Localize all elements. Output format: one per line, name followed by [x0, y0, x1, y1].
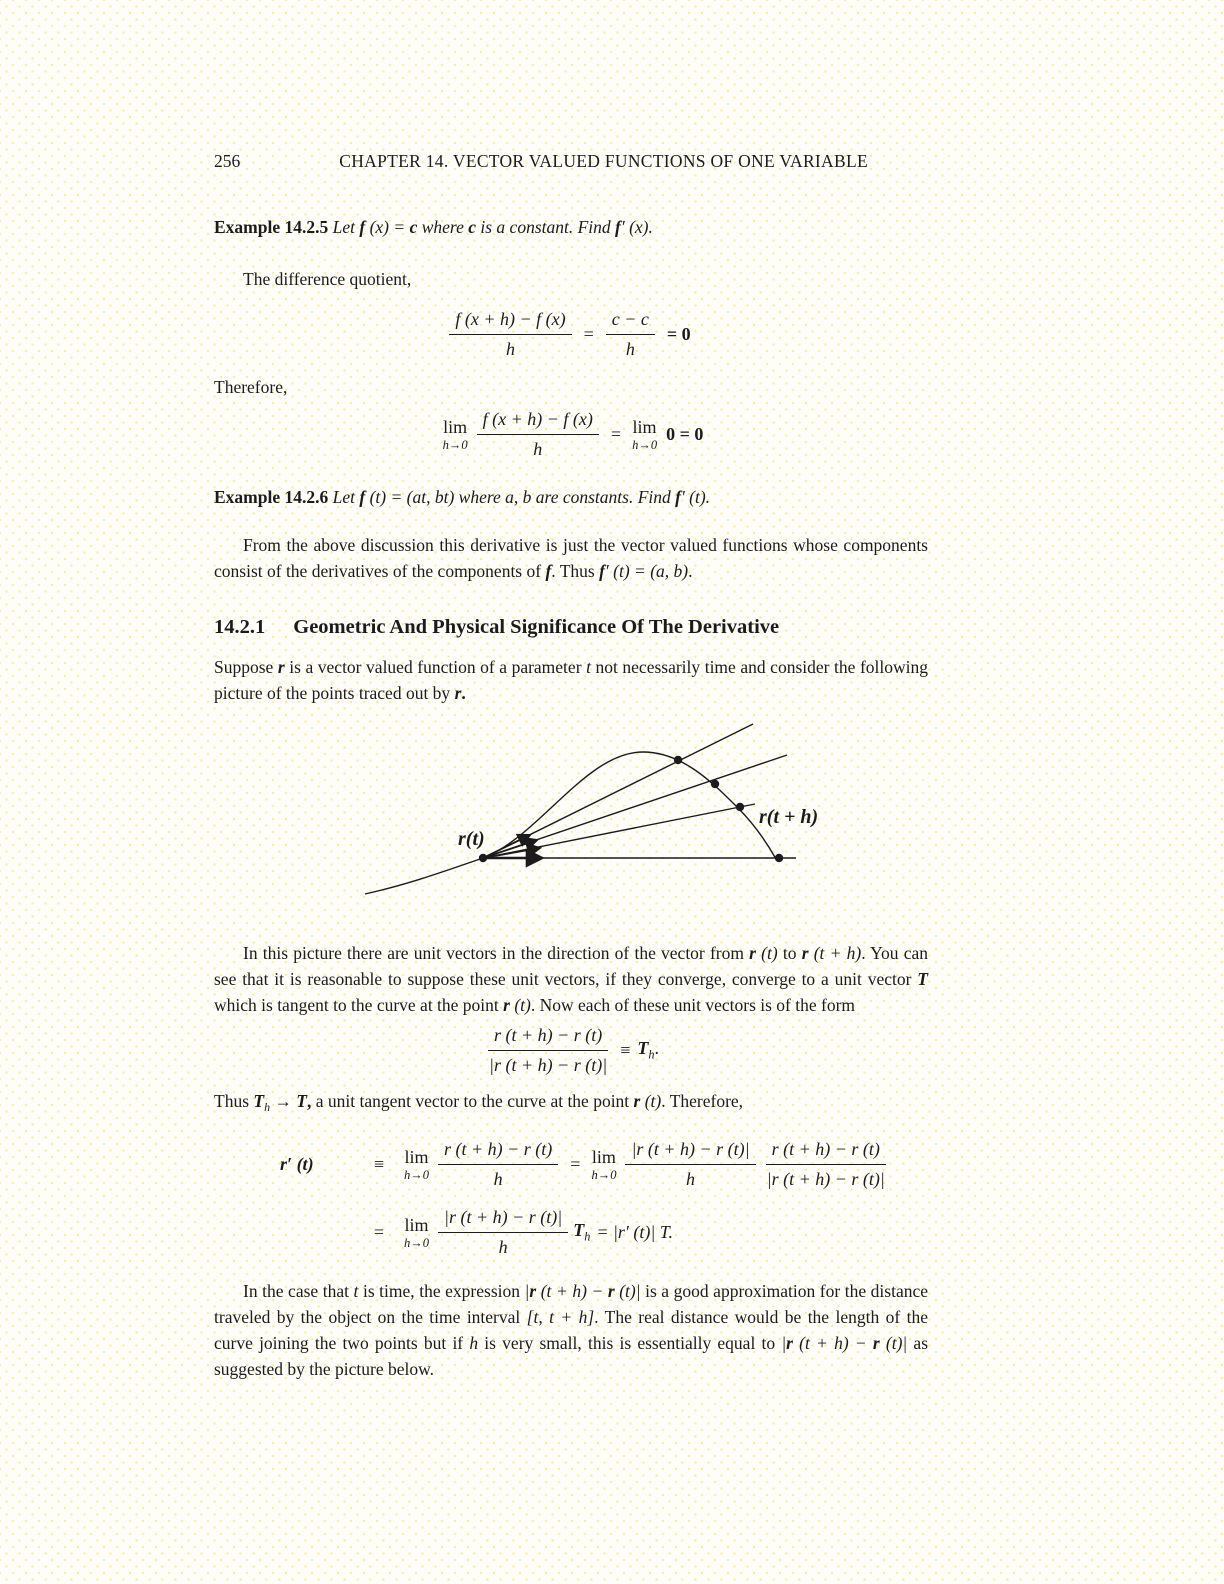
equals-sign: = — [570, 1153, 581, 1174]
lim-subscript: h→0 — [591, 1167, 617, 1182]
page-content — [214, 148, 928, 1382]
lim-subscript: h→0 — [442, 437, 468, 452]
lim-text: lim — [404, 1147, 429, 1168]
equals-sign: = — [610, 423, 622, 444]
denominator: h — [625, 338, 635, 359]
denominator: h — [505, 338, 515, 359]
limit-operator — [443, 416, 468, 452]
para-difference-quotient: The difference quotient, — [243, 269, 412, 289]
curve-diagram — [360, 712, 840, 910]
section-heading — [214, 614, 928, 640]
para-therefore: Therefore, — [214, 377, 288, 397]
numerator: r (t + h) − r (t) — [766, 1138, 886, 1165]
fraction-norm — [438, 1206, 568, 1258]
T-subscript: h — [584, 1229, 591, 1244]
para-from-above-discussion: From the above discussion this derivative is just the vector valued functions whose components consist of the derivatives of the components of f. Thus f′ (t) = (a, b). — [214, 535, 928, 581]
para-unit-vectors: In this picture there are unit vectors in the direction of the vector from r (t) to r (t + h). You can see that it is reasonable to suppose these unit vectors, if they converge, converge to a unit vector T which is tangent to the curve at the point r (t). Now each of these unit vectors is of the form — [214, 943, 928, 1015]
fraction-unit — [766, 1138, 886, 1190]
period: . — [654, 1038, 660, 1059]
T-h-symbol — [637, 1037, 659, 1063]
equals-sign: = — [583, 323, 594, 344]
equation-unit-tangent — [214, 1024, 928, 1076]
limit-operator — [404, 1214, 429, 1250]
lim-subscript: h→0 — [632, 437, 658, 452]
lim-text: lim — [632, 417, 657, 438]
section-number: 14.2.1 — [214, 616, 266, 638]
para-thus-tangent: Thus $T_h \to T$, a unit tangent vector to the curve at the point r (t). Therefore, — [214, 1091, 744, 1115]
equals-sign: = — [373, 1221, 385, 1242]
example-14-2-6: Example 14.2.6 Let f (t) = (at, bt) where a, b are constants. Find f′ (t). — [214, 487, 711, 507]
fraction-fx — [449, 308, 571, 360]
point-r-t — [479, 854, 487, 862]
equiv-sign: ≡ — [373, 1153, 385, 1174]
lim-text: lim — [443, 417, 468, 438]
numerator: r (t + h) − r (t) — [488, 1024, 608, 1051]
fraction-r-diff — [488, 1024, 608, 1076]
equation-difference-quotient — [214, 308, 928, 360]
equiv-sign: ≡ — [620, 1039, 631, 1060]
numerator: f (x + h) − f (x) — [477, 408, 599, 435]
limit-operator — [404, 1146, 429, 1182]
example-14-2-5: Example 14.2.5 Let f (x) = c where c is a constant. Find f′ (x). — [214, 217, 653, 237]
section-title: Geometric And Physical Significance Of The Derivative — [293, 616, 780, 638]
fraction-norm — [625, 1138, 755, 1190]
numerator: f (x + h) − f (x) — [449, 308, 571, 335]
T-symbol: T — [573, 1220, 585, 1241]
chapter-running-head: CHAPTER 14. VECTOR VALUED FUNCTIONS OF ONE VARIABLE — [339, 151, 868, 171]
r-prime-lhs: r′ (t) — [280, 1153, 314, 1174]
T-subscript: h — [648, 1047, 655, 1062]
lim-subscript: h→0 — [404, 1167, 429, 1182]
label-r-t: r(t) — [458, 828, 485, 850]
row1-rhs — [400, 1138, 928, 1190]
numerator: c − c — [606, 308, 655, 335]
lim-subscript: h→0 — [404, 1235, 429, 1250]
denominator: h — [533, 438, 543, 459]
zero-equals-zero: 0 = 0 — [666, 423, 704, 444]
numerator: r (t + h) − r (t) — [438, 1138, 558, 1165]
page-header — [214, 148, 928, 174]
T-h-symbol — [573, 1219, 590, 1245]
numerator: |r (t + h) − r (t)| — [625, 1138, 755, 1165]
curve-path — [365, 752, 776, 894]
equation-limit-zero — [214, 408, 928, 460]
fraction-r-diff — [438, 1138, 558, 1190]
curve-point-dot — [674, 756, 682, 764]
lim-text: lim — [591, 1147, 616, 1168]
para-time-distance: In the case that t is time, the expression |r (t + h) − r (t)| is a good approximation for the distance traveled by the object on the time interval [t, t + h]. The real distance would be the length of the curve joining the two points but if h is very small, this is essentially equal to |r (t + h) − r (t)| as suggested by the picture below. — [214, 1281, 929, 1380]
denominator: h — [493, 1168, 503, 1189]
denominator: h — [686, 1168, 696, 1189]
row2-rhs — [400, 1206, 928, 1258]
equation-derivative-aligned — [280, 1138, 928, 1258]
equals-zero: = 0 — [666, 323, 691, 344]
curve-point-dot — [775, 854, 783, 862]
limit-operator — [632, 416, 657, 452]
curve-point-dot — [736, 803, 744, 811]
T-symbol: T — [637, 1038, 649, 1059]
page-number: 256 — [214, 151, 241, 171]
limit-operator — [591, 1146, 616, 1182]
curve-point-dot — [711, 780, 719, 788]
figure-secant-vectors — [360, 712, 840, 910]
numerator: |r (t + h) − r (t)| — [438, 1206, 568, 1233]
denominator: |r (t + h) − r (t)| — [766, 1168, 885, 1189]
denominator: |r (t + h) − r (t)| — [489, 1054, 608, 1075]
para-suppose-r: Suppose r is a vector valued function of a parameter t not necessarily time and consider the following picture of the points traced out by r. — [214, 657, 928, 703]
fraction-fx — [477, 408, 599, 460]
denominator: h — [498, 1236, 508, 1257]
tail-expression: = |r′ (t)| T. — [596, 1221, 673, 1242]
fraction-cc — [606, 308, 655, 360]
label-r-t-plus-h: r(t + h) — [759, 806, 819, 828]
lim-text: lim — [404, 1215, 429, 1236]
